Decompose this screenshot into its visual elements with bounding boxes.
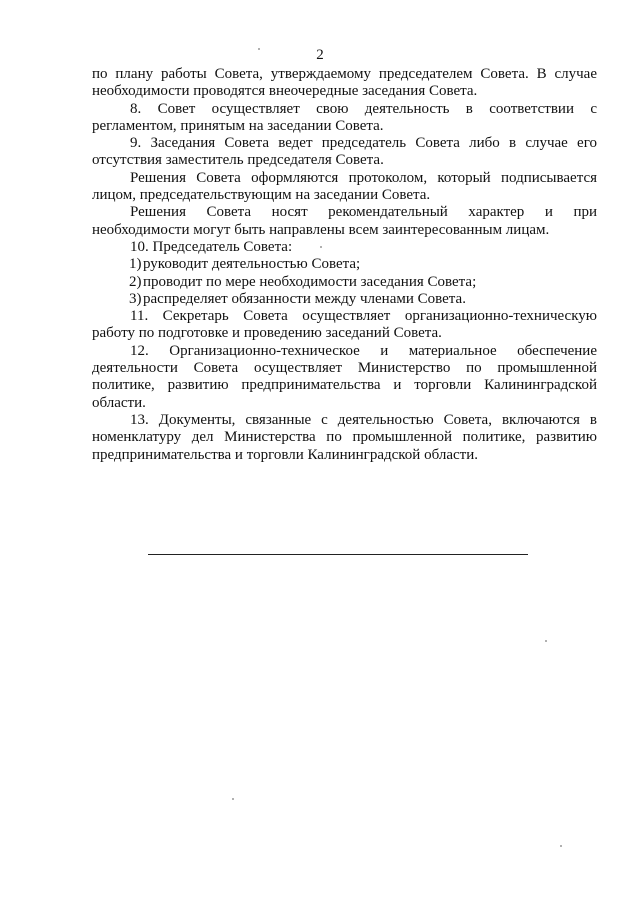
scan-speck [545, 640, 547, 642]
list-item-number: 2) [129, 273, 142, 290]
paragraph-decisions-protocol: Решения Совета оформляются протоколом, который подписывается лицом, председательствующим на заседании Совета. [92, 169, 597, 204]
document-body [92, 66, 597, 464]
list-item [92, 274, 597, 291]
paragraph-12: 12. Организационно-техническое и материальное обеспечение деятельности Совета осуществляет Министерство по промышленной политике, развитию предпринимательства и торговли Калининградской области. [92, 342, 597, 411]
scan-speck [320, 246, 322, 248]
paragraph-decisions-advisory: Решения Совета носят рекомендательный характер и при необходимости могут быть направлены всем заинтересованным лицам. [92, 204, 597, 238]
scan-speck [258, 48, 260, 50]
list-item-text: проводит по мере необходимости заседания Совета; [143, 273, 477, 290]
paragraph-intro: по плану работы Совета, утверждаемому председателем Совета. В случае необходимости проводятся внеочередные заседания Совета. [92, 66, 597, 100]
paragraph-11: 11. Секретарь Совета осуществляет организационно-техническую работу по подготовке и проведению заседаний Совета. [92, 308, 597, 342]
list-item [92, 256, 597, 273]
page-number: 2 [316, 47, 324, 63]
horizontal-rule [148, 554, 528, 555]
scan-speck [232, 798, 234, 800]
scan-speck [560, 845, 562, 847]
paragraph-10: 10. Председатель Совета: [130, 238, 293, 255]
list-item [92, 291, 597, 308]
list-item-number: 3) [129, 290, 142, 307]
list-item-number: 1) [129, 256, 142, 273]
list-item-text: распределяет обязанности между членами Совета. [143, 290, 466, 307]
paragraph-13: 13. Документы, связанные с деятельностью Совета, включаются в номенклатуру дел Министерства по промышленной политике, развитию предпринимательства и торговли Калининградской области. [92, 411, 597, 463]
list-item-text: руководит деятельностью Совета; [143, 256, 361, 273]
paragraph-8: 8. Совет осуществляет свою деятельность в соответствии с регламентом, принятым на заседании Совета. [92, 100, 597, 134]
paragraph-9: 9. Заседания Совета ведет председатель Совета либо в случае его отсутствия заместитель председателя Совета. [92, 135, 597, 169]
